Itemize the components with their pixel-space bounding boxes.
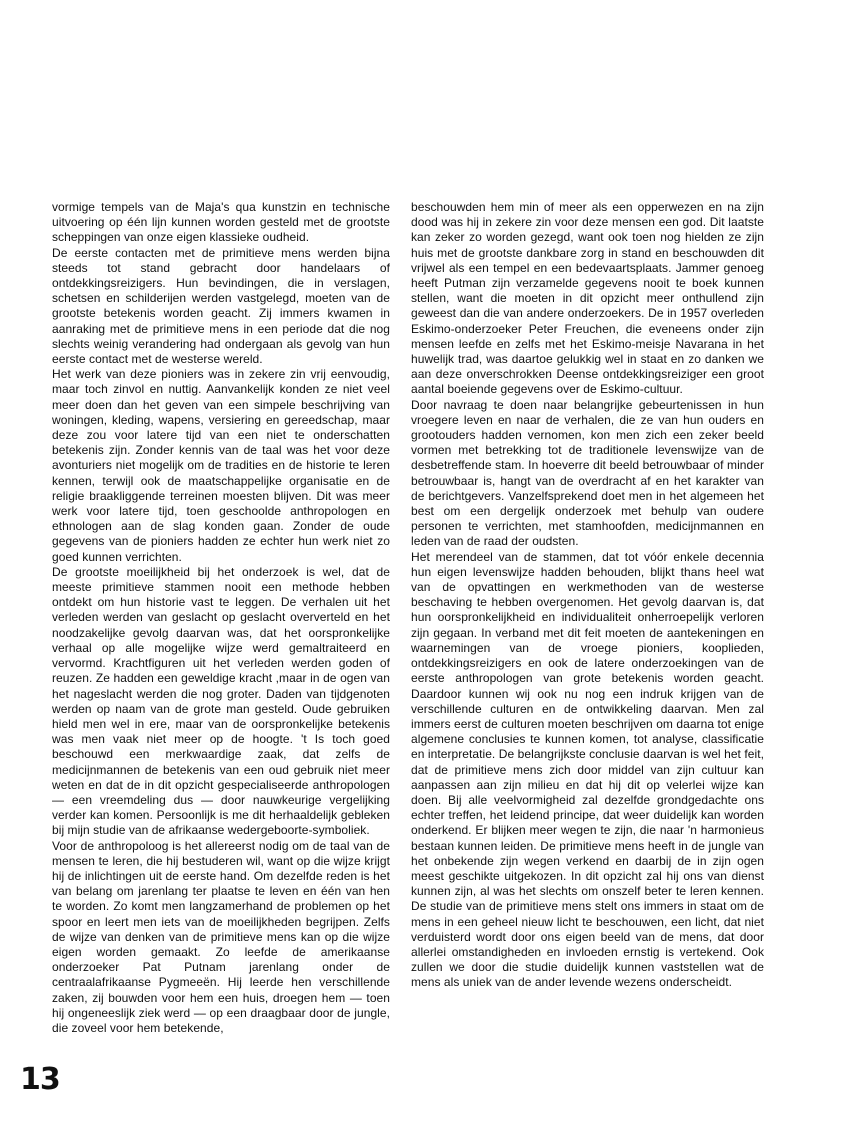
paragraph: vormige tempels van de Maja's qua kunstzin en technische uitvoering op één lijn kunnen worden gesteld met de grootste scheppingen van onze eigen klassieke oudheid. [52, 200, 390, 245]
paragraph: Door navraag te doen naar belangrijke gebeurtenissen in hun vroegere leven en naar de verhalen, die ze van hun ouders en grootouders hadden vernomen, kon men zich een zeker beeld vormen met betrekking tot de traditionele levenswijze van de desbetreffende stam. In hoeverre dit beeld betrouwbaar of minder betrouwbaar is, hangt van de overdracht af en het karakter van de berichtgevers. Vanzelfsprekend doet men in het algemeen het best om een dergelijk onderzoek met behulp van oudere personen te verrichten, met stamhoofden, medicijnmannen en leden van de raad der oudsten. [411, 397, 764, 549]
paragraph: De eerste contacten met de primitieve mens werden bijna steeds tot stand gebracht door handelaars of ontdekkingsreizigers. Hun bevindingen, die in verslagen, schetsen en schilderijen werden vastgelegd, moeten van de grootste betekenis worden geacht. Zij immers kwamen in aanraking met de primitieve mens in een periode dat die nog slechts weinig verandering had ondergaan als gevolg van hun eerste contact met de westerse wereld. [52, 245, 390, 367]
page-number: 13 [20, 1062, 60, 1097]
right-column [411, 200, 764, 991]
paragraph: Voor de anthropoloog is het allereerst nodig om de taal van de mensen te leren, die hij bestuderen wil, want op die wijze krijgt hij de inlichtingen uit de eerste hand. Om dezelfde reden is het van belang om jarenlang ter plaatse te leven en één van hen te worden. Zo komt men langzamerhand de problemen op het spoor en leert men iets van de moeilijkheden begrijpen. Zelfs de wijze van denken van de primitieve mens kan op die wijze eigen worden gemaakt. Zo leefde de amerikaanse onderzoeker Pat Putnam jarenlang onder de centraalafrikaanse Pygmeeën. Hij leerde hen verschillende zaken, zij bouwden voor hem een huis, droegen hem — toen hij ongeneeslijk ziek werd — op een draagbaar door de jungle, die zoveel voor hem betekende, [52, 838, 390, 1035]
paragraph: beschouwden hem min of meer als een opperwezen en na zijn dood was hij in zekere zin voor deze mensen een god. Dit laatste kan zeker zo worden gezegd, want ook toen nog hielden ze zijn huis met de grootste dankbare zorg in stand en beschouwden dit vrijwel als een tempel en een bedevaartsplaats. Jammer genoeg heeft Putman zijn verzamelde gegevens nooit te boek kunnen stellen, want die moeten in dit opzicht meer onthullend zijn geweest dan die van andere onderzoekers. De in 1957 overleden Eskimo-onderzoeker Peter Freuchen, die eveneens onder zijn mensen leefde en zelfs met het Eskimo-meisje Navarana in het huwelijk trad, was daartoe gelukkig wel in staat en zo danken we aan deze onverschrokken Deense ontdekkingsreiziger een groot aantal boeiende gegevens over de Eskimo-cultuur. [411, 200, 764, 397]
paragraph: Het merendeel van de stammen, dat tot vóór enkele decennia hun eigen levenswijze hadden behouden, blijkt thans heel wat van de opvattingen en werkmethoden van de westerse beschaving te hebben overgenomen. Het gevolg daarvan is, dat hun oorspronkelijkheid en individualiteit onherroepelijk verloren zijn gegaan. In verband met dit feit moeten de aantekeningen en waarnemingen van de vroege pioniers, kooplieden, ontdekkingsreizigers en ook de latere onderzoekingen van de eerste anthropologen van grote betekenis worden geacht. Daardoor kunnen wij ook nu nog een indruk krijgen van de verschillende culturen en de ontwikkeling daarvan. Men zal immers eerst de culturen moeten beschrijven om daarna tot enige algemene conclusies te kunnen komen, tot analyse, classificatie en interpretatie. De belangrijkste conclusie daarvan is wel het feit, dat de primitieve mens zich door middel van zijn cultuur kan aanpassen aan zijn milieu en dat hij dit op velerlei wijze kan doen. Bij alle veelvormigheid zal dezelfde grondgedachte ons echter treffen, het leidend principe, dat weer duidelijk kan worden onderkend. Er blijken meer wegen te zijn, die naar 'n harmonieus bestaan kunnen leiden. De primitieve mens heeft in de jungle van het onbekende zijn wegen verkend en daarbij de in zijn ogen meest geschikte uitgekozen. In dit opzicht zal hij ons van dienst kunnen zijn, al was het slechts om onszelf beter te leren kennen. De studie van de primitieve mens stelt ons immers in staat om de mens in een geheel nieuw licht te beschouwen, een licht, dat niet verduisterd wordt door ons eigen beeld van de mens, dat door allerlei omstandigheden en invloeden ernstig is vertekend. Ook zullen we door die studie duidelijk kunnen vaststellen wat de mens als uniek van de ander levende wezens onderscheidt. [411, 549, 764, 990]
paragraph: De grootste moeilijkheid bij het onderzoek is wel, dat de meeste primitieve stammen nooit een methode hebben ontdekt om hun historie vast te leggen. De verhalen uit het verleden werden van geslacht op geslacht oververteld en het noodzakelijke gevolg daarvan was, dat het oorspronkelijke verhaal op alle mogelijke wijze werd gemaltraiteerd en vervormd. Krachtfiguren uit het verleden werden goden of reuzen. Ze hadden een geweldige kracht ,maar in de ogen van het nageslacht werden die nog groter. Daden van tijdgenoten werden op naam van de grote man gesteld. Oude gebruiken hield men wel in ere, maar van de oorspronkelijke betekenis was men vaak niet meer op de hoogte. 't Is toch goed beschouwd een merkwaardige zaak, dat zelfs de medicijnmannen de betekenis van een oud gebruik niet meer weten en dat de in dit opzicht gespecialiseerde anthropologen — een vreemdeling dus — door nauwkeurige vergelijking verder kan komen. Persoonlijk is me dit herhaaldelijk gebleken bij mijn studie van de afrikaanse wedergeboorte-symboliek. [52, 564, 390, 838]
left-column [52, 200, 390, 1036]
paragraph: Het werk van deze pioniers was in zekere zin vrij eenvoudig, maar toch zinvol en nuttig. Aanvankelijk konden ze niet veel meer doen dan het geven van een simpele beschrijving van woningen, kleding, wapens, versiering en gereedschap, maar deze zou voor latere tijd van een niet te onderschatten betekenis zijn. Zonder kennis van de taal was het voor deze avonturiers niet mogelijk om de tradities en de historie te leren kennen, terwijl ook de maatschappelijke organisatie en de religie braakliggende terreinen moesten blijven. Dit was meer werk voor latere tijd, toen geschoolde anthropologen en ethnologen aan de slag konden gaan. Zonder de oude gegevens van de pioniers hadden ze echter hun werk niet zo goed kunnen verrichten. [52, 367, 390, 564]
